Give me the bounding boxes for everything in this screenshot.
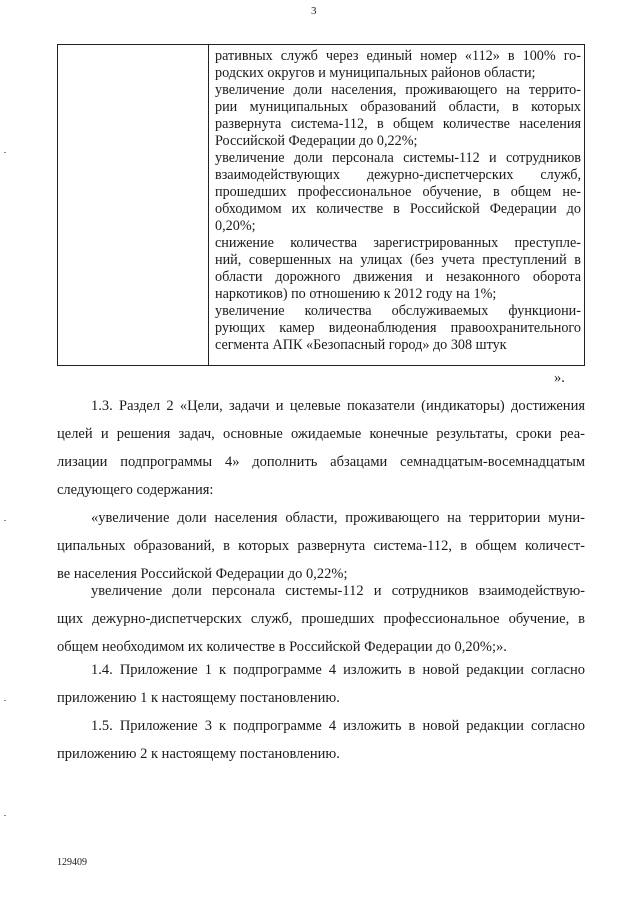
- paragraph-1-4: [57, 656, 585, 712]
- margin-mark: [4, 152, 6, 153]
- cell-line: прошедших профессиональное обучение, в общем не-: [215, 184, 581, 200]
- margin-mark: [4, 700, 6, 701]
- table-column-divider: [208, 44, 209, 366]
- paragraph-line: следующего содержания:: [57, 482, 214, 498]
- margin-mark: [4, 815, 6, 816]
- paragraph-1-5: [57, 712, 585, 768]
- cell-line: развернута система-112, в общем количестве населения: [215, 116, 581, 132]
- footer-document-code: 129409: [57, 857, 87, 868]
- quote-paragraph-1: [57, 504, 585, 588]
- cell-line: области дорожного движения и незаконного оборота: [215, 269, 581, 285]
- paragraph-line: увеличение доли персонала системы-112 и сотрудников взаимодействую-: [91, 583, 585, 599]
- paragraph-line: приложению 2 к настоящему постановлению.: [57, 746, 340, 762]
- closing-quote: ».: [554, 370, 565, 386]
- paragraph-line: приложению 1 к настоящему постановлению.: [57, 690, 340, 706]
- cell-line: рии муниципальных образований области, в которых: [215, 99, 581, 115]
- paragraph-line: ве населения Российской Федерации до 0,22%;: [57, 566, 348, 582]
- cell-line: увеличение доли населения, проживающего на террито-: [215, 82, 581, 98]
- cell-line: Российской Федерации до 0,22%;: [215, 133, 418, 149]
- quote-paragraph-2: [57, 577, 585, 661]
- paragraph-line: целей и решения задач, основные ожидаемые конечные результаты, сроки реа-: [57, 426, 585, 442]
- cell-line: снижение количества зарегистрированных преступле-: [215, 235, 581, 251]
- cell-line: увеличение доли персонала системы-112 и сотрудников: [215, 150, 581, 166]
- table-cell-text: [215, 48, 581, 354]
- page-number: 3: [311, 5, 317, 17]
- cell-line: увеличение количества обслуживаемых функциони-: [215, 303, 581, 319]
- paragraph-line: общем необходимом их количестве в Российской Федерации до 0,20%;».: [57, 639, 507, 655]
- cell-line: родских округов и муниципальных районов области;: [215, 65, 536, 81]
- paragraph-1-3: [57, 392, 585, 504]
- paragraph-line: ципальных образований, в которых развернута система-112, в общем количест-: [57, 538, 585, 554]
- paragraph-line: лизации подпрограммы 4» дополнить абзацами семнадцатым-восемнадцатым: [57, 454, 585, 470]
- cell-line: обходимом их количестве в Российской Федерации до: [215, 201, 581, 217]
- paragraph-line: 1.4. Приложение 1 к подпрограмме 4 изложить в новой редакции согласно: [91, 662, 585, 678]
- cell-line: взаимодействующих дежурно-диспетчерских служб,: [215, 167, 581, 183]
- paragraph-line: щих дежурно-диспетчерских служб, прошедших профессиональное обучение, в: [57, 611, 585, 627]
- cell-line: сегмента АПК «Безопасный город» до 308 штук: [215, 337, 507, 353]
- cell-line: рующих камер видеонаблюдения правоохранительного: [215, 320, 581, 336]
- cell-line: 0,20%;: [215, 218, 256, 234]
- cell-line: наркотиков) по отношению к 2012 году на 1%;: [215, 286, 497, 302]
- paragraph-line: «увеличение доли населения области, проживающего на территории муни-: [91, 510, 585, 526]
- margin-mark: [4, 520, 6, 521]
- paragraph-line: 1.3. Раздел 2 «Цели, задачи и целевые показатели (индикаторы) достижения: [91, 398, 585, 414]
- cell-line: ний, совершенных на улицах (без учета преступлений в: [215, 252, 581, 268]
- paragraph-line: 1.5. Приложение 3 к подпрограмме 4 изложить в новой редакции согласно: [91, 718, 585, 734]
- cell-line: ративных служб через единый номер «112» в 100% го-: [215, 48, 581, 64]
